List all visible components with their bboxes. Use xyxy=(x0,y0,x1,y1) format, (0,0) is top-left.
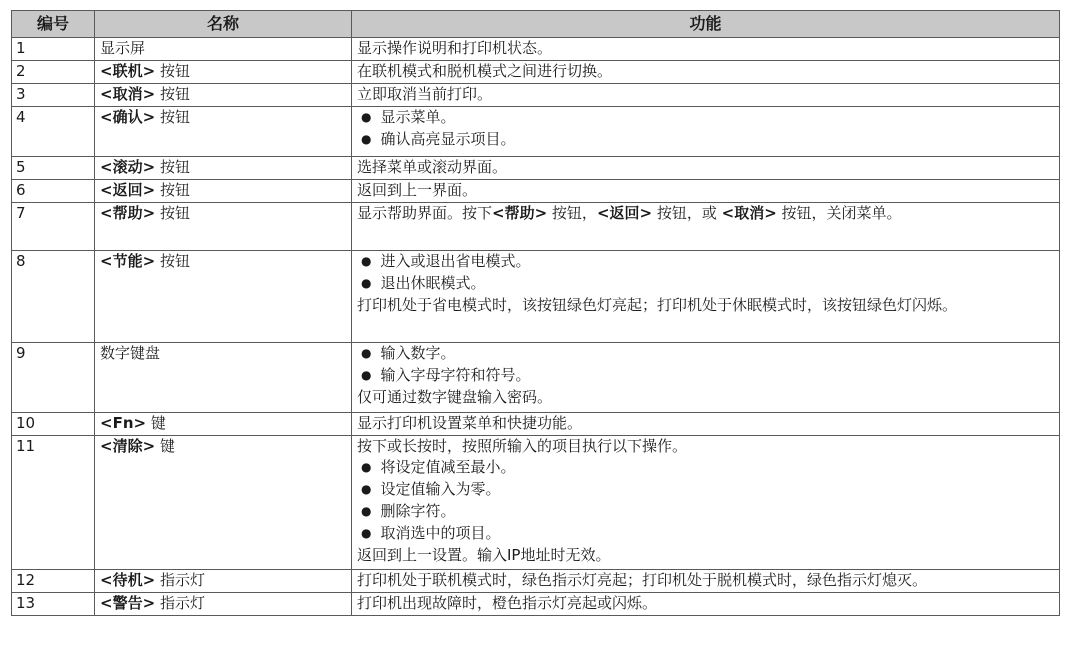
name-text: 按钮 xyxy=(155,108,190,126)
name-text: 数字键盘 xyxy=(100,344,161,362)
table-row xyxy=(12,203,1060,251)
header-function: 功能 xyxy=(352,11,1060,38)
name-bracket: > xyxy=(142,437,156,455)
name-key: 警告 xyxy=(112,594,143,612)
function-key-help: <帮助> xyxy=(492,204,548,222)
row-num: 1 xyxy=(12,38,95,61)
row-name xyxy=(95,61,352,84)
row-name xyxy=(95,157,352,180)
row-function xyxy=(352,61,1060,84)
table-row xyxy=(12,61,1060,84)
header-row xyxy=(12,11,1060,38)
row-name xyxy=(95,413,352,436)
function-key-cancel: <取消> xyxy=(721,204,777,222)
bullet-item: ● 确认高亮显示项目。 xyxy=(357,129,1054,151)
row-num: 13 xyxy=(12,593,95,616)
row-name xyxy=(95,570,352,593)
name-text: 键 xyxy=(155,437,175,455)
function-text: 返回到上一设置。输入IP地址时无效。 xyxy=(357,546,611,564)
name-key: 清除 xyxy=(112,437,143,455)
name-bracket: > xyxy=(142,62,156,80)
name-text: 按钮 xyxy=(155,252,190,270)
table-row xyxy=(12,107,1060,157)
name-bracket: > xyxy=(133,414,147,432)
name-text: 键 xyxy=(146,414,166,432)
row-num: 7 xyxy=(12,203,95,251)
name-bracket: > xyxy=(142,204,156,222)
function-text xyxy=(357,203,1054,224)
table-row xyxy=(12,84,1060,107)
name-key: 节能 xyxy=(112,252,143,270)
name-bracket: < xyxy=(100,85,113,103)
row-function xyxy=(352,593,1060,616)
name-text: 指示灯 xyxy=(155,571,205,589)
row-function xyxy=(352,343,1060,413)
row-num: 3 xyxy=(12,84,95,107)
name-key: Fn xyxy=(112,414,134,432)
row-num: 12 xyxy=(12,570,95,593)
name-bracket: > xyxy=(142,252,156,270)
function-text: 打印机处于省电模式时，该按钮绿色灯亮起；打印机处于休眠模式时，该按钮绿色灯闪烁。 xyxy=(357,296,958,314)
row-num: 2 xyxy=(12,61,95,84)
name-bracket: > xyxy=(142,158,156,176)
row-function xyxy=(352,84,1060,107)
function-text: 立即取消当前打印。 xyxy=(357,85,493,103)
row-num: 9 xyxy=(12,343,95,413)
name-bracket: < xyxy=(100,594,113,612)
function-table xyxy=(11,10,1060,616)
function-text: 返回到上一界面。 xyxy=(357,181,478,199)
name-bracket: < xyxy=(100,414,113,432)
name-bracket: > xyxy=(142,594,156,612)
name-bracket: < xyxy=(100,204,113,222)
name-text: 指示灯 xyxy=(155,594,205,612)
name-bracket: > xyxy=(142,571,156,589)
bullet-item: ● 退出休眠模式。 xyxy=(357,273,1054,295)
function-text-part: 按钮，或 xyxy=(652,204,722,222)
row-num: 4 xyxy=(12,107,95,157)
name-bracket: > xyxy=(142,108,156,126)
row-num: 11 xyxy=(12,436,95,570)
name-text: 显示屏 xyxy=(100,39,146,57)
row-name xyxy=(95,84,352,107)
row-function xyxy=(352,157,1060,180)
name-text: 按钮 xyxy=(155,181,190,199)
row-function xyxy=(352,570,1060,593)
bullet-item: ● 显示菜单。 xyxy=(357,107,1054,129)
table-row xyxy=(12,343,1060,413)
name-key: 确认 xyxy=(112,108,143,126)
row-function xyxy=(352,251,1060,343)
name-key: 待机 xyxy=(112,571,143,589)
function-text: 选择菜单或滚动界面。 xyxy=(357,158,508,176)
row-name xyxy=(95,593,352,616)
name-key: 联机 xyxy=(112,62,143,80)
name-bracket: > xyxy=(142,181,156,199)
row-name xyxy=(95,107,352,157)
name-text: 按钮 xyxy=(155,204,190,222)
row-name xyxy=(95,436,352,570)
name-key: 取消 xyxy=(112,85,143,103)
name-bracket: < xyxy=(100,62,113,80)
function-text-part: 显示帮助界面。按下 xyxy=(357,204,493,222)
name-bracket: < xyxy=(100,437,113,455)
name-text: 按钮 xyxy=(155,85,190,103)
function-text-part: 按钮， xyxy=(547,204,597,222)
bullet-item: ● 输入字母字符和符号。 xyxy=(357,365,1054,387)
bullet-item: ● 将设定值减至最小。 xyxy=(357,457,1054,479)
function-text: 显示操作说明和打印机状态。 xyxy=(357,39,553,57)
name-bracket: > xyxy=(142,85,156,103)
row-num: 5 xyxy=(12,157,95,180)
table-row xyxy=(12,251,1060,343)
row-num: 10 xyxy=(12,413,95,436)
table-row xyxy=(12,157,1060,180)
name-bracket: < xyxy=(100,571,113,589)
row-name xyxy=(95,343,352,413)
row-name xyxy=(95,180,352,203)
row-name xyxy=(95,251,352,343)
row-num: 6 xyxy=(12,180,95,203)
function-text: 显示打印机设置菜单和快捷功能。 xyxy=(357,414,583,432)
bullet-item: ● 输入数字。 xyxy=(357,343,1054,365)
header-name: 名称 xyxy=(95,11,352,38)
function-key-back: <返回> xyxy=(596,204,653,222)
row-function xyxy=(352,203,1060,251)
function-text: 仅可通过数字键盘输入密码。 xyxy=(357,388,553,406)
row-function xyxy=(352,38,1060,61)
row-name xyxy=(95,203,352,251)
function-text-part: 按钮，关闭菜单。 xyxy=(776,204,902,222)
table-row xyxy=(12,570,1060,593)
name-text: 按钮 xyxy=(155,62,190,80)
function-text: 打印机处于联机模式时，绿色指示灯亮起；打印机处于脱机模式时，绿色指示灯熄灭。 xyxy=(357,571,928,589)
name-key: 滚动 xyxy=(112,158,143,176)
name-key: 帮助 xyxy=(112,204,143,222)
header-num: 编号 xyxy=(12,11,95,38)
table-row xyxy=(12,436,1060,570)
name-bracket: < xyxy=(100,108,113,126)
table-row xyxy=(12,413,1060,436)
bullet-item: ● 进入或退出省电模式。 xyxy=(357,251,1054,273)
name-key: 返回 xyxy=(112,181,143,199)
bullet-item: ● 设定值输入为零。 xyxy=(357,479,1054,501)
function-text: 按下或长按时，按照所输入的项目执行以下操作。 xyxy=(357,437,688,455)
name-bracket: < xyxy=(100,181,113,199)
function-text: 打印机出现故障时，橙色指示灯亮起或闪烁。 xyxy=(357,594,658,612)
row-num: 8 xyxy=(12,251,95,343)
name-bracket: < xyxy=(100,158,113,176)
table-row xyxy=(12,38,1060,61)
name-text: 按钮 xyxy=(155,158,190,176)
row-function xyxy=(352,413,1060,436)
row-function xyxy=(352,107,1060,157)
bullet-item: ● 删除字符。 xyxy=(357,501,1054,523)
name-bracket: < xyxy=(100,252,113,270)
table-row xyxy=(12,593,1060,616)
row-function xyxy=(352,436,1060,570)
function-text: 在联机模式和脱机模式之间进行切换。 xyxy=(357,62,613,80)
row-function xyxy=(352,180,1060,203)
row-name xyxy=(95,38,352,61)
bullet-item: ● 取消选中的项目。 xyxy=(357,523,1054,545)
table-row xyxy=(12,180,1060,203)
